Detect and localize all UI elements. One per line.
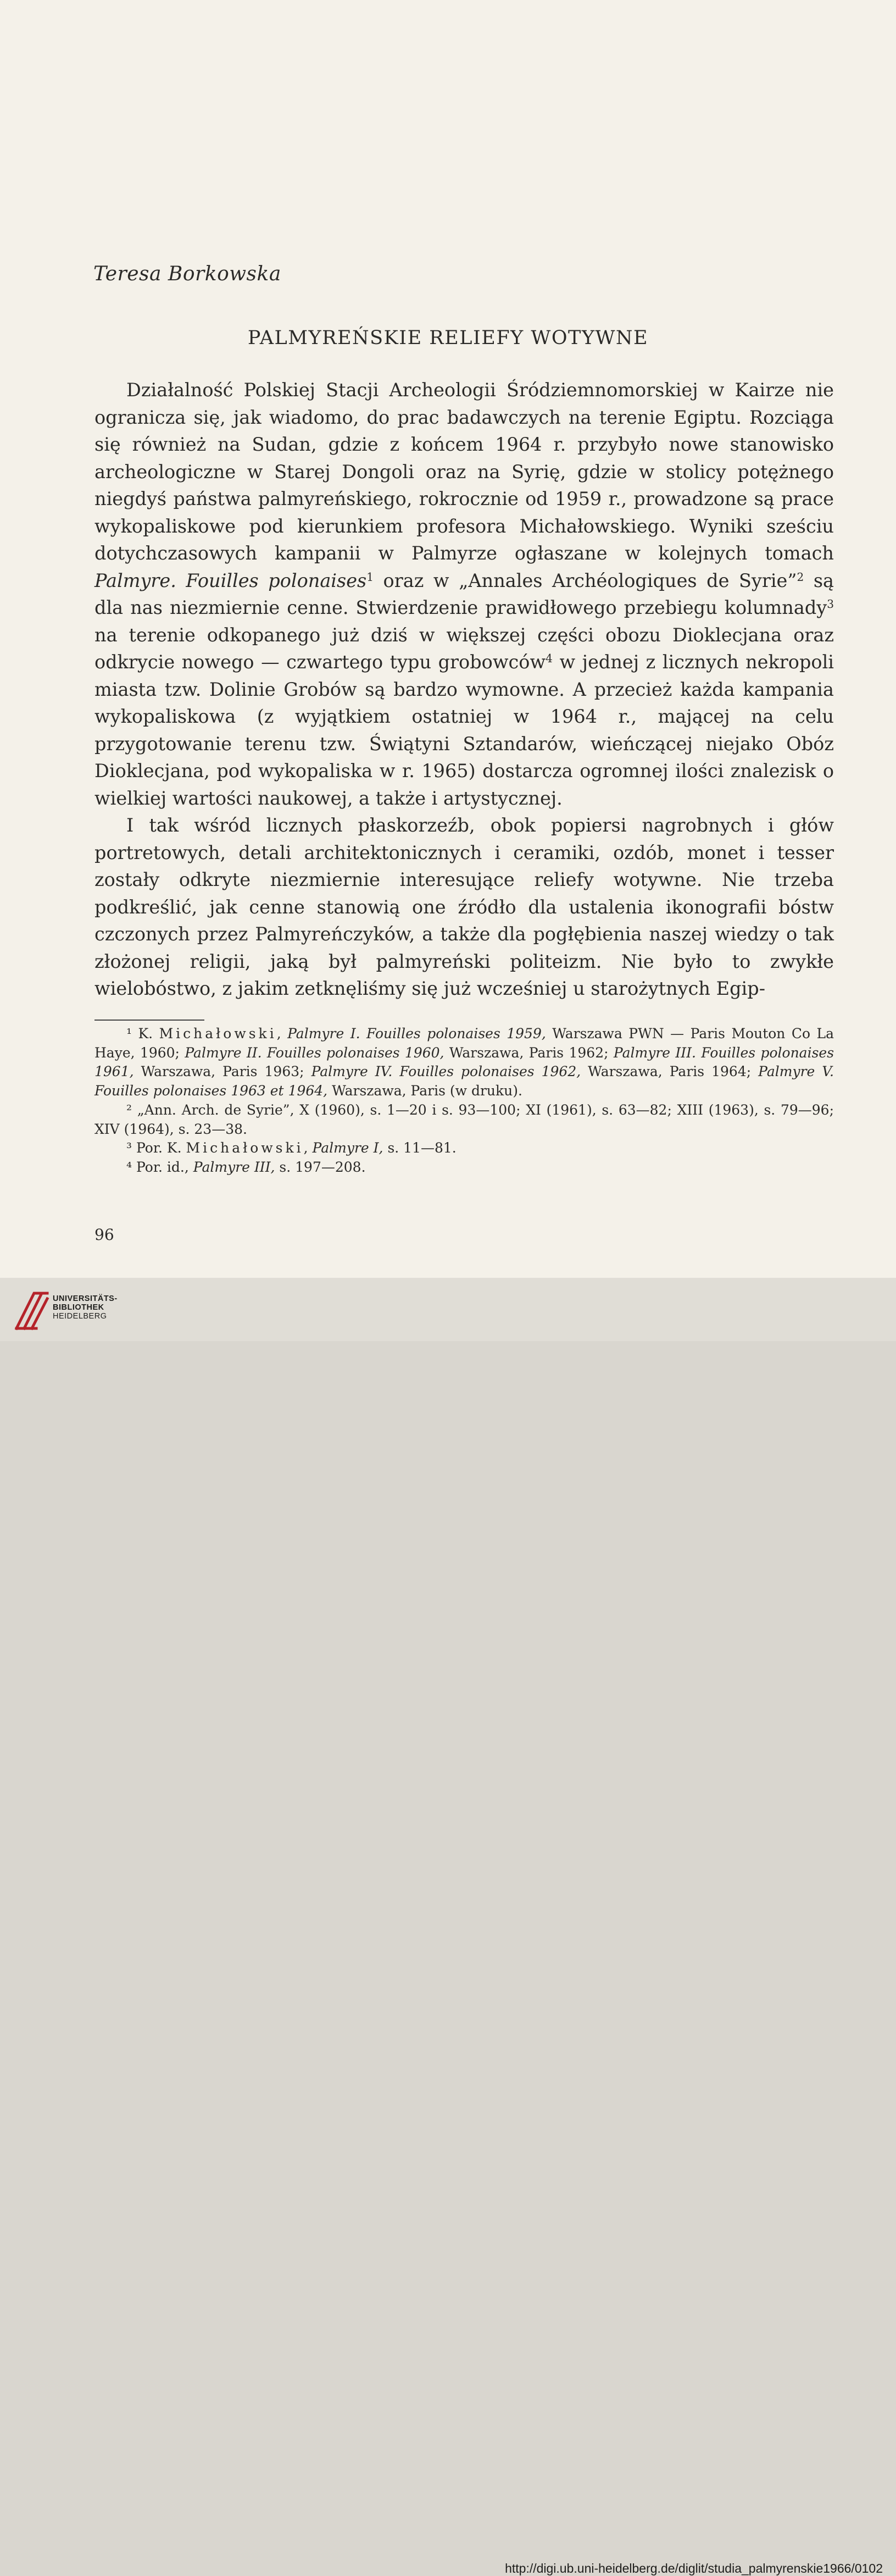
book-title: Palmyre III,: [193, 1159, 275, 1175]
book-title: Palmyre II. Fouilles polonaises 1960,: [185, 1044, 444, 1061]
footnote-text: Warszawa PWN — Paris Mouton Co La Haye, 1960;: [94, 1026, 834, 1061]
book-title: Palmyre. Fouilles polonaises: [94, 569, 367, 591]
article-body: [94, 376, 834, 1002]
footnote-text: Warszawa, Paris 1962;: [444, 1044, 614, 1061]
paragraph-text: Działalność Polskiej Stacji Archeologii Śródziemnomorskiej w Kairze nie ogranicza się, jak wiadomo, do prac badawczych na terenie Egiptu. Rozciąga się również na Sudan, gdzie z końcem 1964 r. przybyło nowe stanowisko archeologiczne w Starej Dongoli oraz na Syrię, gdzie w stolicy potężnego niegdyś państwa palmyreńskiego, rokrocznie od 1959 r., prowadzone są prace wykopaliskowe pod kierunkiem profesora Michałowskiego. Wyniki sześciu dotychczasowych kampanii w Palmyrze ogłaszane w kolejnych tomach: [94, 379, 834, 564]
footnote-ref: 4: [546, 651, 553, 665]
ub-heidelberg-logo-icon: [11, 1289, 55, 1333]
footnote-ref: 2: [797, 570, 804, 584]
footnote-text: Warszawa, Paris 1963;: [133, 1063, 311, 1080]
footnote-text: ,: [276, 1026, 288, 1042]
footnote-ref: 3: [827, 597, 834, 611]
footnote-divider: [94, 1020, 204, 1021]
paragraph: I tak wśród licznych płaskorzeźb, obok popiersi nagrobnych i głów portretowych, detali architektonicznych i ceramiki, ozdób, monet i tesser zostały odkryte niezmiernie interesujące reliefy wotywne. Nie trzeba podkreślić, jak cenne stanowią one źródło dla ustalenia ikonografii bóstw czczonych przez Palmyreńczyków, a także dla pogłębienia naszej wiedzy o tak złożonej religii, jaką był palmyreński politeizm. Nie było to zwykłe wielobóstwo, z jakim zetknęliśmy się już wcześniej u starożytnych Egip-: [94, 815, 834, 999]
footnote-3: [94, 1139, 834, 1158]
book-title: Palmyre I. Fouilles polonaises 1959,: [287, 1026, 546, 1042]
footnote-text: Warszawa, Paris 1964;: [581, 1063, 759, 1080]
book-title: Palmyre I,: [312, 1140, 383, 1156]
library-name: [53, 1294, 118, 1321]
footnote-text: ,: [303, 1140, 313, 1156]
footnotes: [94, 1024, 834, 1177]
source-url-link[interactable]: http://digi.ub.uni-heidelberg.de/diglit/studia_palmyrenskie1966/0102: [505, 2561, 883, 2575]
book-title: Palmyre IV. Fouilles polonaises 1962,: [311, 1063, 581, 1080]
paragraph: [94, 376, 834, 812]
footnote-text: Warszawa, Paris (w druku).: [327, 1083, 522, 1099]
footnote-1: [94, 1024, 834, 1101]
scanned-page: [0, 0, 896, 1278]
footnote-text: ¹ K.: [126, 1026, 159, 1042]
footnote-text: s. 11—81.: [383, 1140, 457, 1156]
article-title: PALMYREŃSKIE RELIEFY WOTYWNE: [247, 327, 649, 349]
footnote-2: ² „Ann. Arch. de Syrie”, X (1960), s. 1—20 i s. 93—100; XI (1961), s. 63—82; XIII (1963), s. 79—96; XIV (1964), s. 23—38.: [94, 1101, 834, 1137]
footnote-4: [94, 1158, 834, 1177]
author-name: Teresa Borkowska: [93, 263, 281, 285]
library-name-line: UNIVERSITÄTS-: [53, 1294, 118, 1303]
footnote-text: s. 197—208.: [275, 1159, 366, 1175]
paragraph-text: w jednej z licznych nekropoli miasta tzw. Dolinie Grobów są bardzo wymowne. A przecież każda kampania wykopaliskowa (z wyjątkiem ostatniej w 1964 r., mającej na celu przygotowanie terenu tzw. Świątyni Sztandarów, wieńczącej niejako Obóz Dioklecjana, pod wykopaliska w r. 1965) dostarcza ogromnej ilości znalezisk o wielkiej wartości naukowej, a także i artystycznej.: [94, 651, 834, 809]
library-footer: [0, 1278, 896, 2575]
library-name-line: HEIDELBERG: [53, 1312, 107, 1321]
footnote-text: ³ Por. K.: [126, 1140, 186, 1156]
page-number: 96: [94, 1226, 114, 1244]
footnote-ref: 1: [366, 570, 374, 584]
paragraph-text: oraz w „Annales Archéologiques de Syrie”: [374, 569, 797, 591]
library-name-line: BIBLIOTHEK: [53, 1303, 104, 1312]
book-title: Palmyre V. Fouilles polonaises 1963 et 1964,: [94, 1063, 834, 1099]
author-name-spaced: Michałowski: [159, 1026, 277, 1042]
author-name-spaced: Michałowski: [186, 1140, 304, 1156]
paragraph-text: na terenie odkopanego już dziś w większej części obozu Dioklecjana oraz odkrycie nowego — czwartego typu grobowców: [94, 624, 834, 673]
footnote-text: ⁴ Por. id.,: [126, 1159, 193, 1175]
paragraph-text: są dla nas niezmiernie cenne. Stwierdzenie prawidłowego przebiegu kolumnady: [94, 569, 834, 618]
book-title: Palmyre III. Fouilles polonaises 1961,: [94, 1044, 834, 1080]
